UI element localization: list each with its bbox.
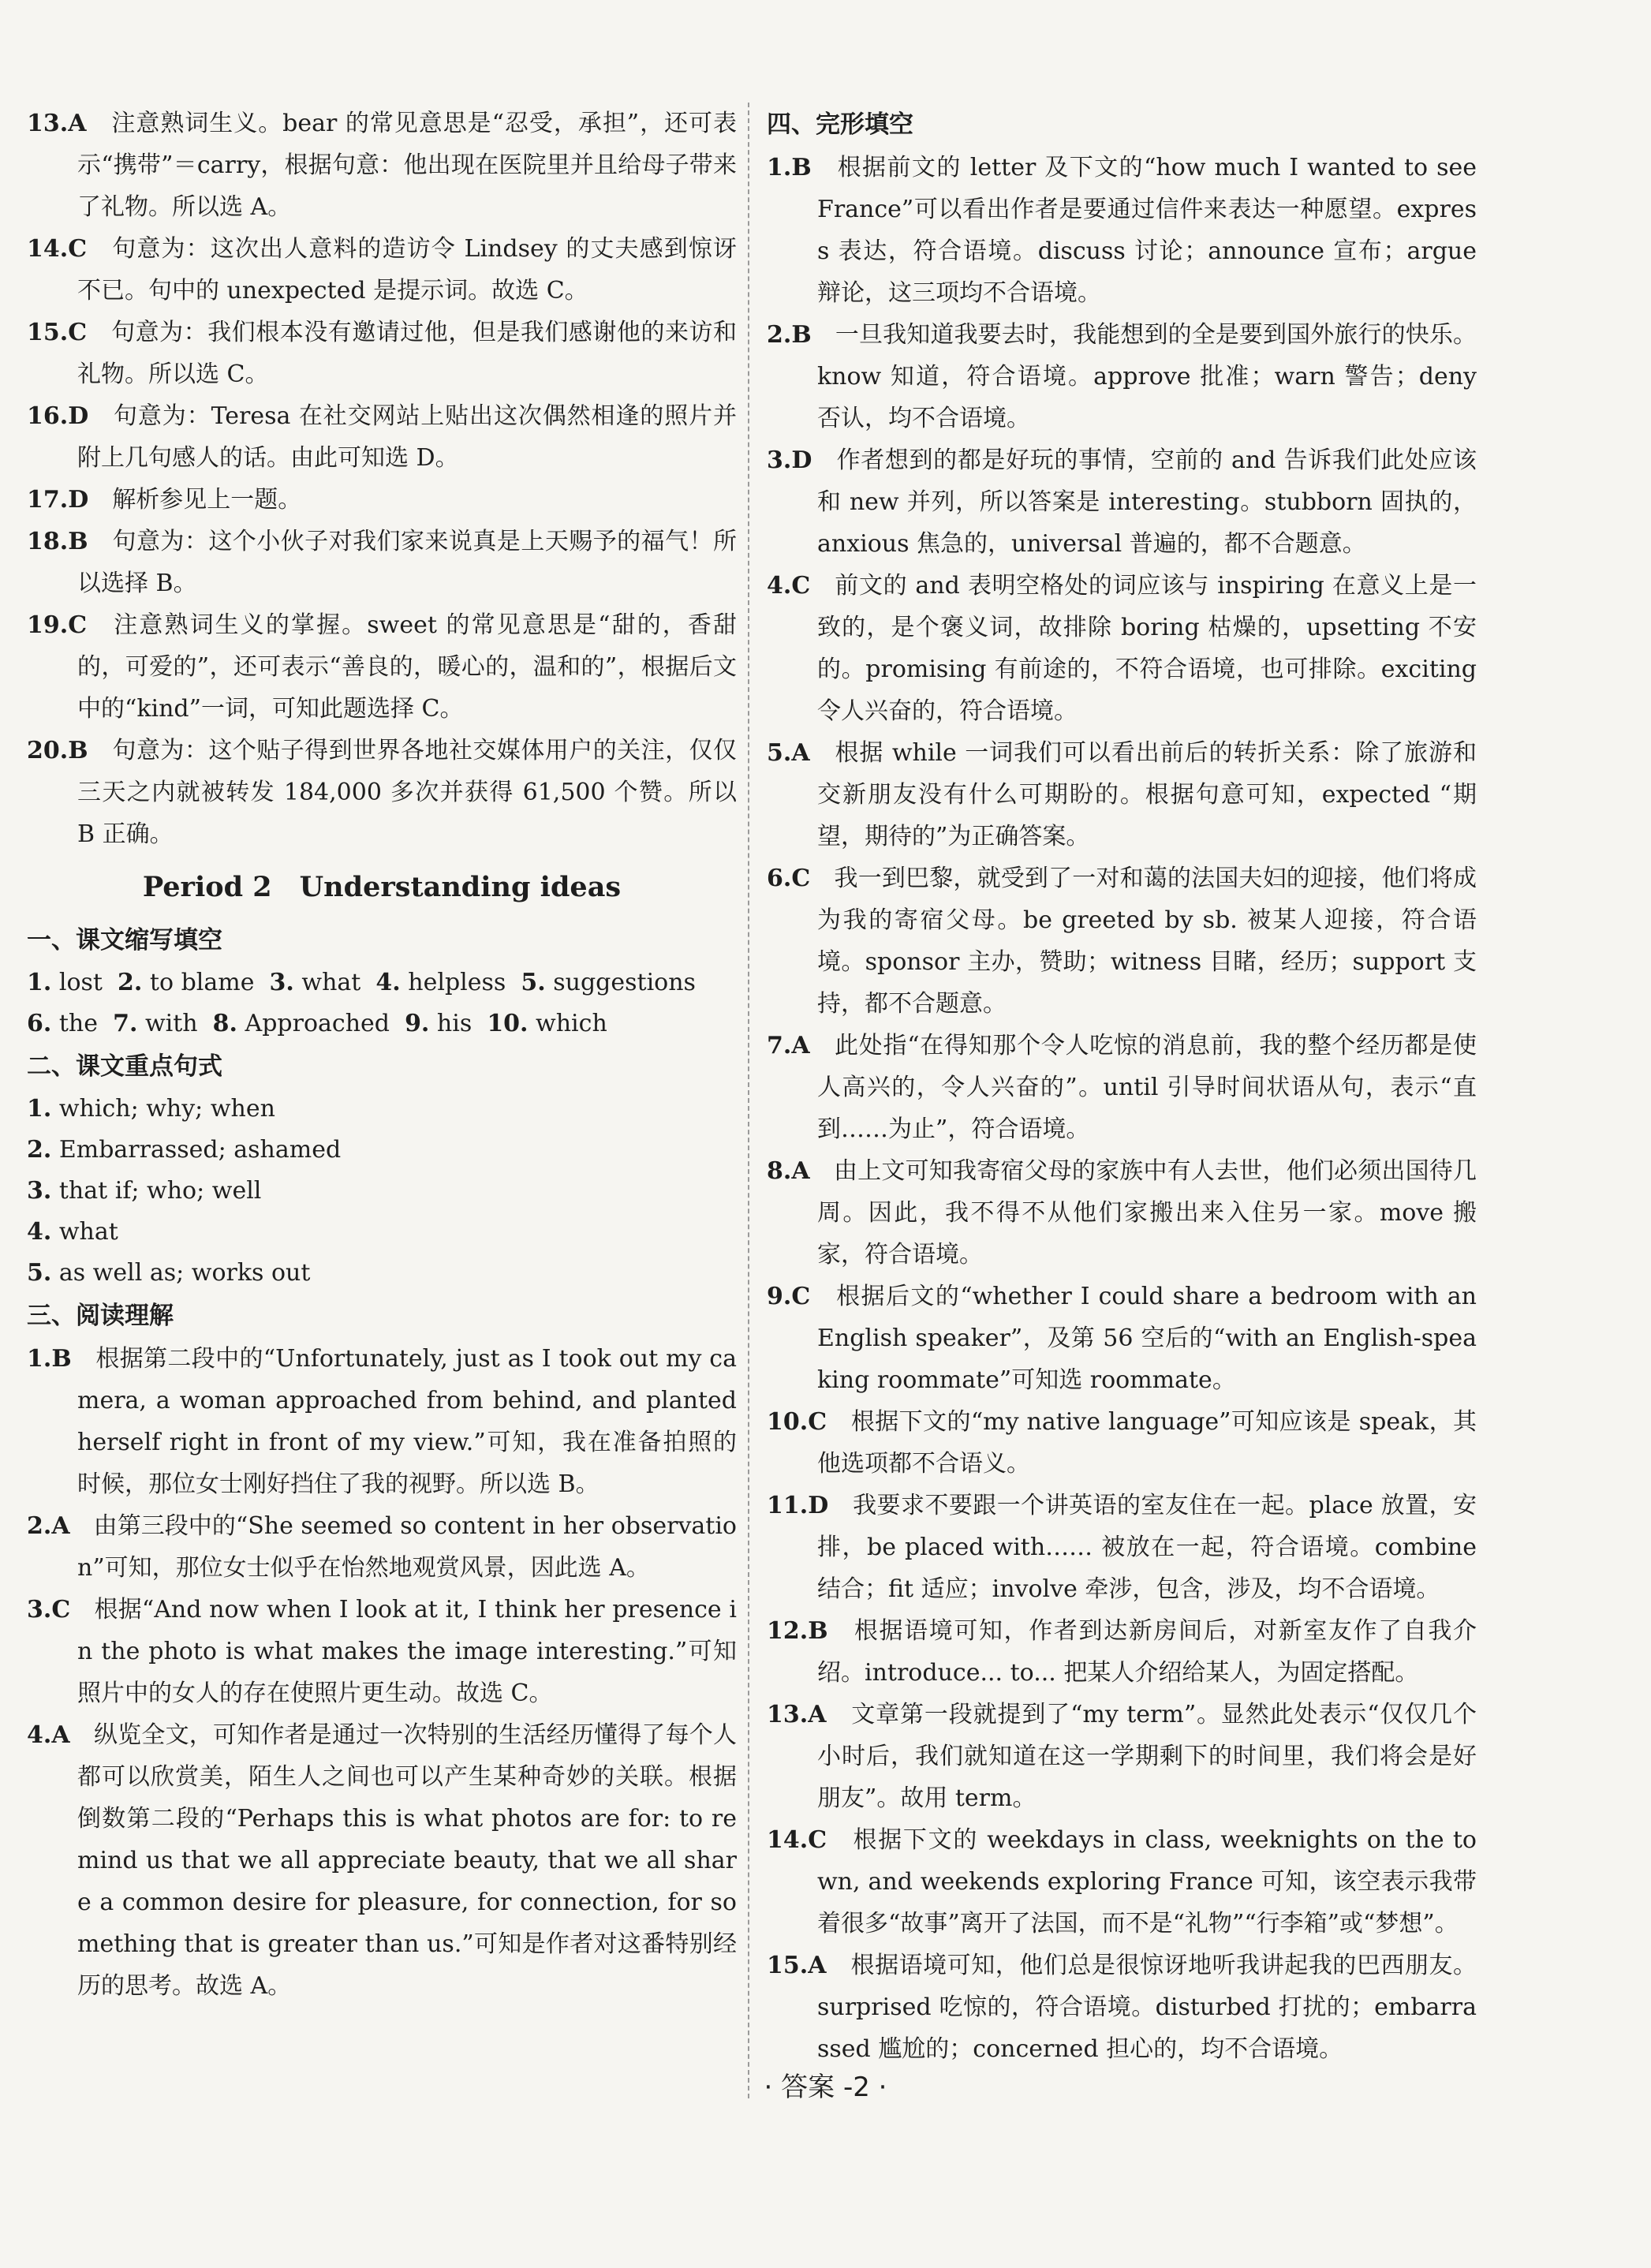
blank-number: 8. (212, 1010, 237, 1037)
key-sentence-answer: that if; who; well (51, 1177, 262, 1205)
blank-number: 3. (269, 969, 294, 996)
blank-number: 5. (521, 969, 546, 996)
answer-explanation: 根据前文的 letter 及下文的“how much I wanted to see France”可以看出作者是要通过信件来表达一种愿望。express 表达，符合语境。discuss 讨论；announce 宣布；argue 辩论，这三项均不合语境。 (811, 154, 1477, 307)
answer-explanation: 由上文可知我寄宿父母的家族中有人去世，他们必须出国待几周。因此，我不得不从他们家搬出来入住另一家。move 搬家，符合语境。 (809, 1157, 1477, 1269)
answer-item (767, 1945, 1477, 2070)
answer-explanation: 根据 while 一词我们可以看出前后的转折关系：除了旅游和交新朋友没有什么可期盼的。根据句意可知，expected “期望，期待的”为正确答案。 (809, 739, 1477, 850)
answer-number: 15.A (767, 1952, 827, 1979)
answer-item (27, 312, 737, 395)
answer-explanation: 句意为：这个小伙子对我们家来说真是上天赐予的福气！所以选择 B。 (77, 528, 737, 597)
answer-item (767, 147, 1477, 314)
answer-number: 9.C (767, 1283, 811, 1310)
blank-answer: the (51, 1010, 114, 1037)
key-sentence-answer: which; why; when (51, 1095, 275, 1123)
blank-number: 1. (27, 969, 52, 996)
blank-answer: lost (51, 969, 118, 996)
answer-explanation: 根据语境可知，他们总是很惊讶地听我讲起我的巴西朋友。surprised 吃惊的，符合语境。disturbed 打扰的；embarrassed 尴尬的；concerned 担心的，均不合语境。 (817, 1952, 1477, 2063)
answer-explanation: 根据后文的“whether I could share a bedroom with an English speaker”，及第 56 空后的“with an English-speaking roommate”可知选 roommate。 (810, 1283, 1477, 1394)
blank-answer: suggestions (545, 969, 696, 996)
answer-item (27, 521, 737, 604)
blank-answer: his (429, 1010, 487, 1037)
answer-number: 4.C (767, 572, 811, 600)
key-sentence-answer: Embarrassed; ashamed (51, 1136, 342, 1164)
answer-item (767, 314, 1477, 439)
answer-item (27, 395, 737, 479)
cloze-answers-part2 (767, 147, 1477, 2070)
blank-number: 7. (113, 1010, 138, 1037)
key-sentence-number: 1. (27, 1095, 52, 1123)
blank-answer: helpless (400, 969, 521, 996)
answer-explanation: 注意熟词生义的掌握。sweet 的常见意思是“甜的，香甜的，可爱的”，还可表示“善良的，暖心的，温和的”，根据后文中的“kind”一词，可知此题选择 C。 (77, 611, 737, 723)
cloze-answers-part1 (27, 103, 737, 855)
answer-number: 11.D (767, 1492, 829, 1519)
answer-number: 20.B (27, 737, 88, 764)
answer-explanation: 纵览全文，可知作者是通过一次特别的生活经历懂得了每个人都可以欣赏美，陌生人之间也可以产生某种奇妙的关联。根据倒数第二段的“Perhaps this is what photos are for: to remind us that we all appreciate beauty, that we all share a common desire for pleasure, for connection, for something that is greater than us.”可知是作者对这番特别经历的思考。故选 A。 (69, 1721, 737, 2000)
key-sentence-item (27, 1212, 737, 1253)
section-title-key-sentences: 二、课文重点句式 (27, 1052, 222, 1081)
answer-item (27, 604, 737, 730)
answer-number: 3.C (27, 1596, 71, 1623)
answer-item (767, 1401, 1477, 1485)
answer-number: 16.D (27, 402, 89, 430)
reading-answers (27, 1338, 737, 2007)
answer-number: 8.A (767, 1157, 810, 1185)
answer-explanation: 根据下文的 weekdays in class, weeknights on the town, and weekends exploring France 可知，该空表示我带着很多“故事”离开了法国，而不是“礼物”“行李箱”或“梦想”。 (817, 1826, 1477, 1937)
answer-item (767, 439, 1477, 565)
answer-number: 4.A (27, 1721, 70, 1749)
answer-number: 13.A (767, 1701, 827, 1728)
answer-item (767, 1694, 1477, 1819)
answer-explanation: 句意为：这个贴子得到世界各地社交媒体用户的关注，仅仅三天之内就被转发 184,000 多次并获得 61,500 个赞。所以 B 正确。 (77, 737, 737, 848)
answer-item (767, 1819, 1477, 1945)
key-sentence-item (27, 1171, 737, 1212)
answer-item (767, 732, 1477, 858)
answer-number: 18.B (27, 528, 88, 555)
period-title: Period 2 Understanding ideas (142, 871, 622, 903)
answer-number: 12.B (767, 1617, 828, 1645)
blank-answer: Approached (237, 1010, 405, 1037)
answer-number: 10.C (767, 1408, 827, 1436)
blank-number: 9. (405, 1010, 430, 1037)
blank-number: 6. (27, 1010, 52, 1037)
answer-number: 2.A (27, 1512, 70, 1540)
answer-item (767, 1485, 1477, 1610)
answer-explanation: 此处指“在得知那个令人吃惊的消息前，我的整个经历都是使人高兴的，令人兴奋的”。until 引导时间状语从句，表示“直到……为止”，符合语境。 (809, 1032, 1477, 1143)
right-column (767, 103, 1477, 2070)
answer-explanation: 我一到巴黎，就受到了一对和蔼的法国夫妇的迎接，他们将成为我的寄宿父母。be greeted by sb. 被某人迎接，符合语境。sponsor 主办，赞助；witness 目睹，经历；support 支持，都不合题意。 (810, 865, 1477, 1018)
key-sentence-answers (27, 1089, 737, 1294)
key-sentence-answer: as well as; works out (51, 1259, 311, 1287)
answer-item (27, 228, 737, 312)
key-sentence-item (27, 1130, 737, 1171)
key-sentence-answer: what (51, 1218, 118, 1246)
answer-item (767, 1276, 1477, 1401)
answer-number: 6.C (767, 865, 811, 892)
answer-explanation: 前文的 and 表明空格处的词应该与 inspiring 在意义上是一致的，是个褒义词，故排除 boring 枯燥的，upsetting 不安的。promising 有前途的，不符合语境，也可排除。exciting 令人兴奋的，符合语境。 (810, 572, 1477, 725)
key-sentence-item (27, 1253, 737, 1294)
key-sentence-number: 5. (27, 1259, 52, 1287)
key-sentence-item (27, 1089, 737, 1130)
answer-explanation: 句意为：这次出人意料的造访令 Lindsey 的丈夫感到惊讶不已。句中的 unexpected 是提示词。故选 C。 (77, 235, 737, 305)
answer-explanation: 一旦我知道我要去时，我能想到的全是要到国外旅行的快乐。know 知道，符合语境。approve 批准；warn 警告；deny 否认，均不合语境。 (811, 321, 1477, 432)
answer-item (767, 565, 1477, 732)
answer-item (27, 479, 737, 521)
answer-explanation: 由第三段中的“She seemed so content in her observation”可知，那位女士似乎在怡然地观赏风景，因此选 A。 (69, 1512, 737, 1582)
blank-answer: to blame (142, 969, 270, 996)
answer-explanation: 解析参见上一题。 (88, 486, 302, 514)
answer-explanation: 根据下文的“my native language”可知应该是 speak，其他选项都不合语义。 (817, 1408, 1477, 1478)
answer-number: 3.D (767, 447, 812, 474)
answer-item (27, 1338, 737, 1505)
answer-item (27, 1589, 737, 1714)
answer-item (767, 1150, 1477, 1276)
answer-number: 15.C (27, 319, 88, 346)
answer-explanation: 句意为：我们根本没有邀请过他，但是我们感谢他的来访和礼物。所以选 C。 (77, 319, 737, 388)
summary-answer-row (27, 962, 737, 1003)
answer-item (767, 1025, 1477, 1150)
answer-item (27, 730, 737, 855)
answer-number: 13.A (27, 110, 87, 137)
answer-explanation: 根据语境可知，作者到达新房间后，对新室友作了自我介绍。introduce... to... 把某人介绍给某人，为固定搭配。 (817, 1617, 1477, 1687)
key-sentence-number: 4. (27, 1218, 52, 1246)
answer-number: 5.A (767, 739, 810, 767)
blank-answer: with (137, 1010, 213, 1037)
blank-number: 10. (487, 1010, 529, 1037)
blank-number: 4. (375, 969, 401, 996)
key-sentence-number: 3. (27, 1177, 52, 1205)
answer-item (27, 103, 737, 228)
page-footer: · 答案 -2 · (764, 2072, 887, 2103)
answer-number: 14.C (767, 1826, 827, 1854)
column-divider (748, 103, 749, 2098)
blank-answer: which (528, 1010, 607, 1037)
section-title-cloze: 四、完形填空 (767, 110, 913, 139)
answer-explanation: 根据第二段中的“Unfortunately, just as I took out my camera, a woman approached from behind, and planted herself right in front of my view.”可知，我在准备拍照的时候，那位女士刚好挡住了我的视野。所以选 B。 (71, 1345, 737, 1498)
answer-number: 1.B (767, 154, 812, 181)
answer-explanation: 作者想到的都是好玩的事情，空前的 and 告诉我们此处应该和 new 并列，所以答案是 interesting。stubborn 固执的，anxious 焦急的，universal 普遍的，都不合题意。 (812, 447, 1477, 558)
answer-number: 1.B (27, 1345, 72, 1373)
answer-explanation: 注意熟词生义。bear 的常见意思是“忍受，承担”，还可表示“携带”＝carry，根据句意：他出现在医院里并且给母子带来了礼物。所以选 A。 (77, 110, 737, 221)
answer-item (27, 1714, 737, 2007)
key-sentence-number: 2. (27, 1136, 52, 1164)
answer-number: 19.C (27, 611, 88, 639)
summary-answer-row (27, 1003, 737, 1044)
answer-item (27, 1505, 737, 1589)
answer-number: 14.C (27, 235, 88, 263)
blank-answer: what (293, 969, 376, 996)
answer-number: 7.A (767, 1032, 810, 1059)
answer-number: 17.D (27, 486, 89, 514)
answer-explanation: 文章第一段就提到了“my term”。显然此处表示“仅仅几个小时后，我们就知道在这一学期剩下的时间里，我们将会是好朋友”。故用 term。 (817, 1701, 1477, 1812)
section-title-reading: 三、阅读理解 (27, 1302, 174, 1330)
summary-answers (27, 962, 737, 1044)
section-title-summary: 一、课文缩写填空 (27, 926, 222, 955)
answer-item (767, 1610, 1477, 1694)
answer-number: 2.B (767, 321, 812, 349)
answer-item (767, 858, 1477, 1025)
answer-explanation: 句意为：Teresa 在社交网站上贴出这次偶然相逢的照片并附上几句感人的话。由此可知选 D。 (77, 402, 737, 472)
answer-explanation: 根据“And now when I look at it, I think her presence in the photo is what makes the image interesting.”可知照片中的女人的存在使照片更生动。故选 C。 (70, 1596, 737, 1707)
answer-explanation: 我要求不要跟一个讲英语的室友住在一起。place 放置，安排，be placed with…… 被放在一起，符合语境。combine 结合；fit 适应；involve 牵涉，包含，涉及，均不合语境。 (817, 1492, 1477, 1603)
left-column (27, 103, 737, 2007)
blank-number: 2. (118, 969, 143, 996)
